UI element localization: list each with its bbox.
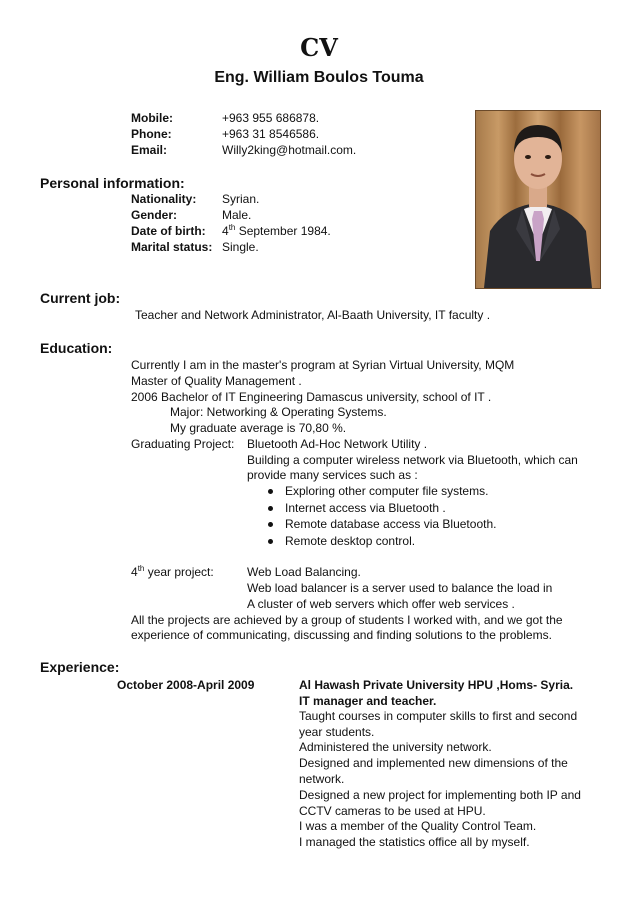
experience-line: year students. (299, 725, 375, 739)
candidate-name: Eng. William Boulos Touma (214, 69, 424, 86)
experience-line: Taught courses in computer skills to first and second (299, 709, 578, 723)
experience-heading: Experience: (40, 659, 120, 675)
fourth-year-title: Web Load Balancing. (247, 565, 361, 579)
education-line: 2006 Bachelor of IT Engineering Damascus university, school of IT . (131, 390, 492, 404)
nationality-value: Syrian. (222, 192, 260, 206)
gender-value: Male. (222, 208, 252, 222)
graduating-project-desc: provide many services such as : (247, 468, 418, 482)
education-line: Master of Quality Management . (131, 374, 302, 388)
email-label: Email: (131, 143, 168, 157)
graduating-project-label: Graduating Project: (131, 437, 235, 451)
list-item: Internet access via Bluetooth . (285, 500, 496, 517)
marital-label: Marital status: (131, 240, 213, 254)
fourth-year-label: 4th year project: (131, 564, 214, 579)
experience-line: Administered the university network. (299, 740, 492, 754)
nationality-label: Nationality: (131, 192, 197, 206)
education-heading: Education: (40, 340, 113, 356)
experience-line: Designed and implemented new dimensions of the (299, 756, 568, 770)
dob-value: 4th September 1984. (222, 223, 331, 238)
list-item: Remote desktop control. (285, 533, 496, 550)
experience-role: IT manager and teacher. (299, 694, 437, 708)
personal-heading: Personal information: (40, 175, 185, 191)
experience-line: Designed a new project for implementing both IP and (299, 788, 581, 802)
email-value: Willy2king@hotmail.com. (222, 143, 357, 157)
bullet-icon (268, 522, 273, 527)
dob-label: Date of birth: (131, 224, 206, 238)
experience-line: CCTV cameras to be used at HPU. (299, 804, 486, 818)
marital-value: Single. (222, 240, 259, 254)
experience-line: I was a member of the Quality Control Team. (299, 819, 537, 833)
experience-line: I managed the statistics office all by myself. (299, 835, 530, 849)
graduating-project-title: Bluetooth Ad-Hoc Network Utility . (247, 437, 428, 451)
experience-employer: Al Hawash Private University HPU ,Homs- Syria. (299, 678, 574, 692)
list-item: Remote database access via Bluetooth. (285, 516, 496, 533)
education-line: Currently I am in the master's program at Syrian Virtual University, MQM (131, 358, 515, 372)
bullet-icon (268, 539, 273, 544)
list-item: Exploring other computer file systems. (285, 483, 496, 500)
bullet-icon (268, 506, 273, 511)
phone-label: Phone: (131, 127, 172, 141)
profile-photo (475, 110, 601, 289)
bullet-icon (268, 489, 273, 494)
gender-label: Gender: (131, 208, 178, 222)
education-major: Major: Networking & Operating Systems. (170, 405, 387, 419)
fourth-year-desc: Web load balancer is a server used to balance the load in (247, 581, 553, 595)
fourth-year-desc: A cluster of web servers which offer web services . (247, 597, 515, 611)
project-services-list (285, 483, 496, 549)
phone-value: +963 31 8546586. (222, 127, 320, 141)
mobile-label: Mobile: (131, 111, 173, 125)
portrait-illustration (476, 111, 600, 288)
education-average: My graduate average is 70,80 %. (170, 421, 347, 435)
graduating-project-desc: Building a computer wireless network via Bluetooth, which can (247, 453, 578, 467)
current-job-text: Teacher and Network Administrator, Al-Baath University, IT faculty . (135, 308, 491, 322)
experience-line: network. (299, 772, 345, 786)
experience-period: October 2008-April 2009 (117, 678, 255, 692)
mobile-value: +963 955 686878. (222, 111, 320, 125)
education-closing: All the projects are achieved by a group of students I worked with, and we got the (131, 613, 563, 627)
cv-title: CV (300, 33, 338, 62)
education-closing: experience of communicating, discussing and finding solutions to the problems. (131, 628, 552, 642)
current-job-heading: Current job: (40, 290, 121, 306)
